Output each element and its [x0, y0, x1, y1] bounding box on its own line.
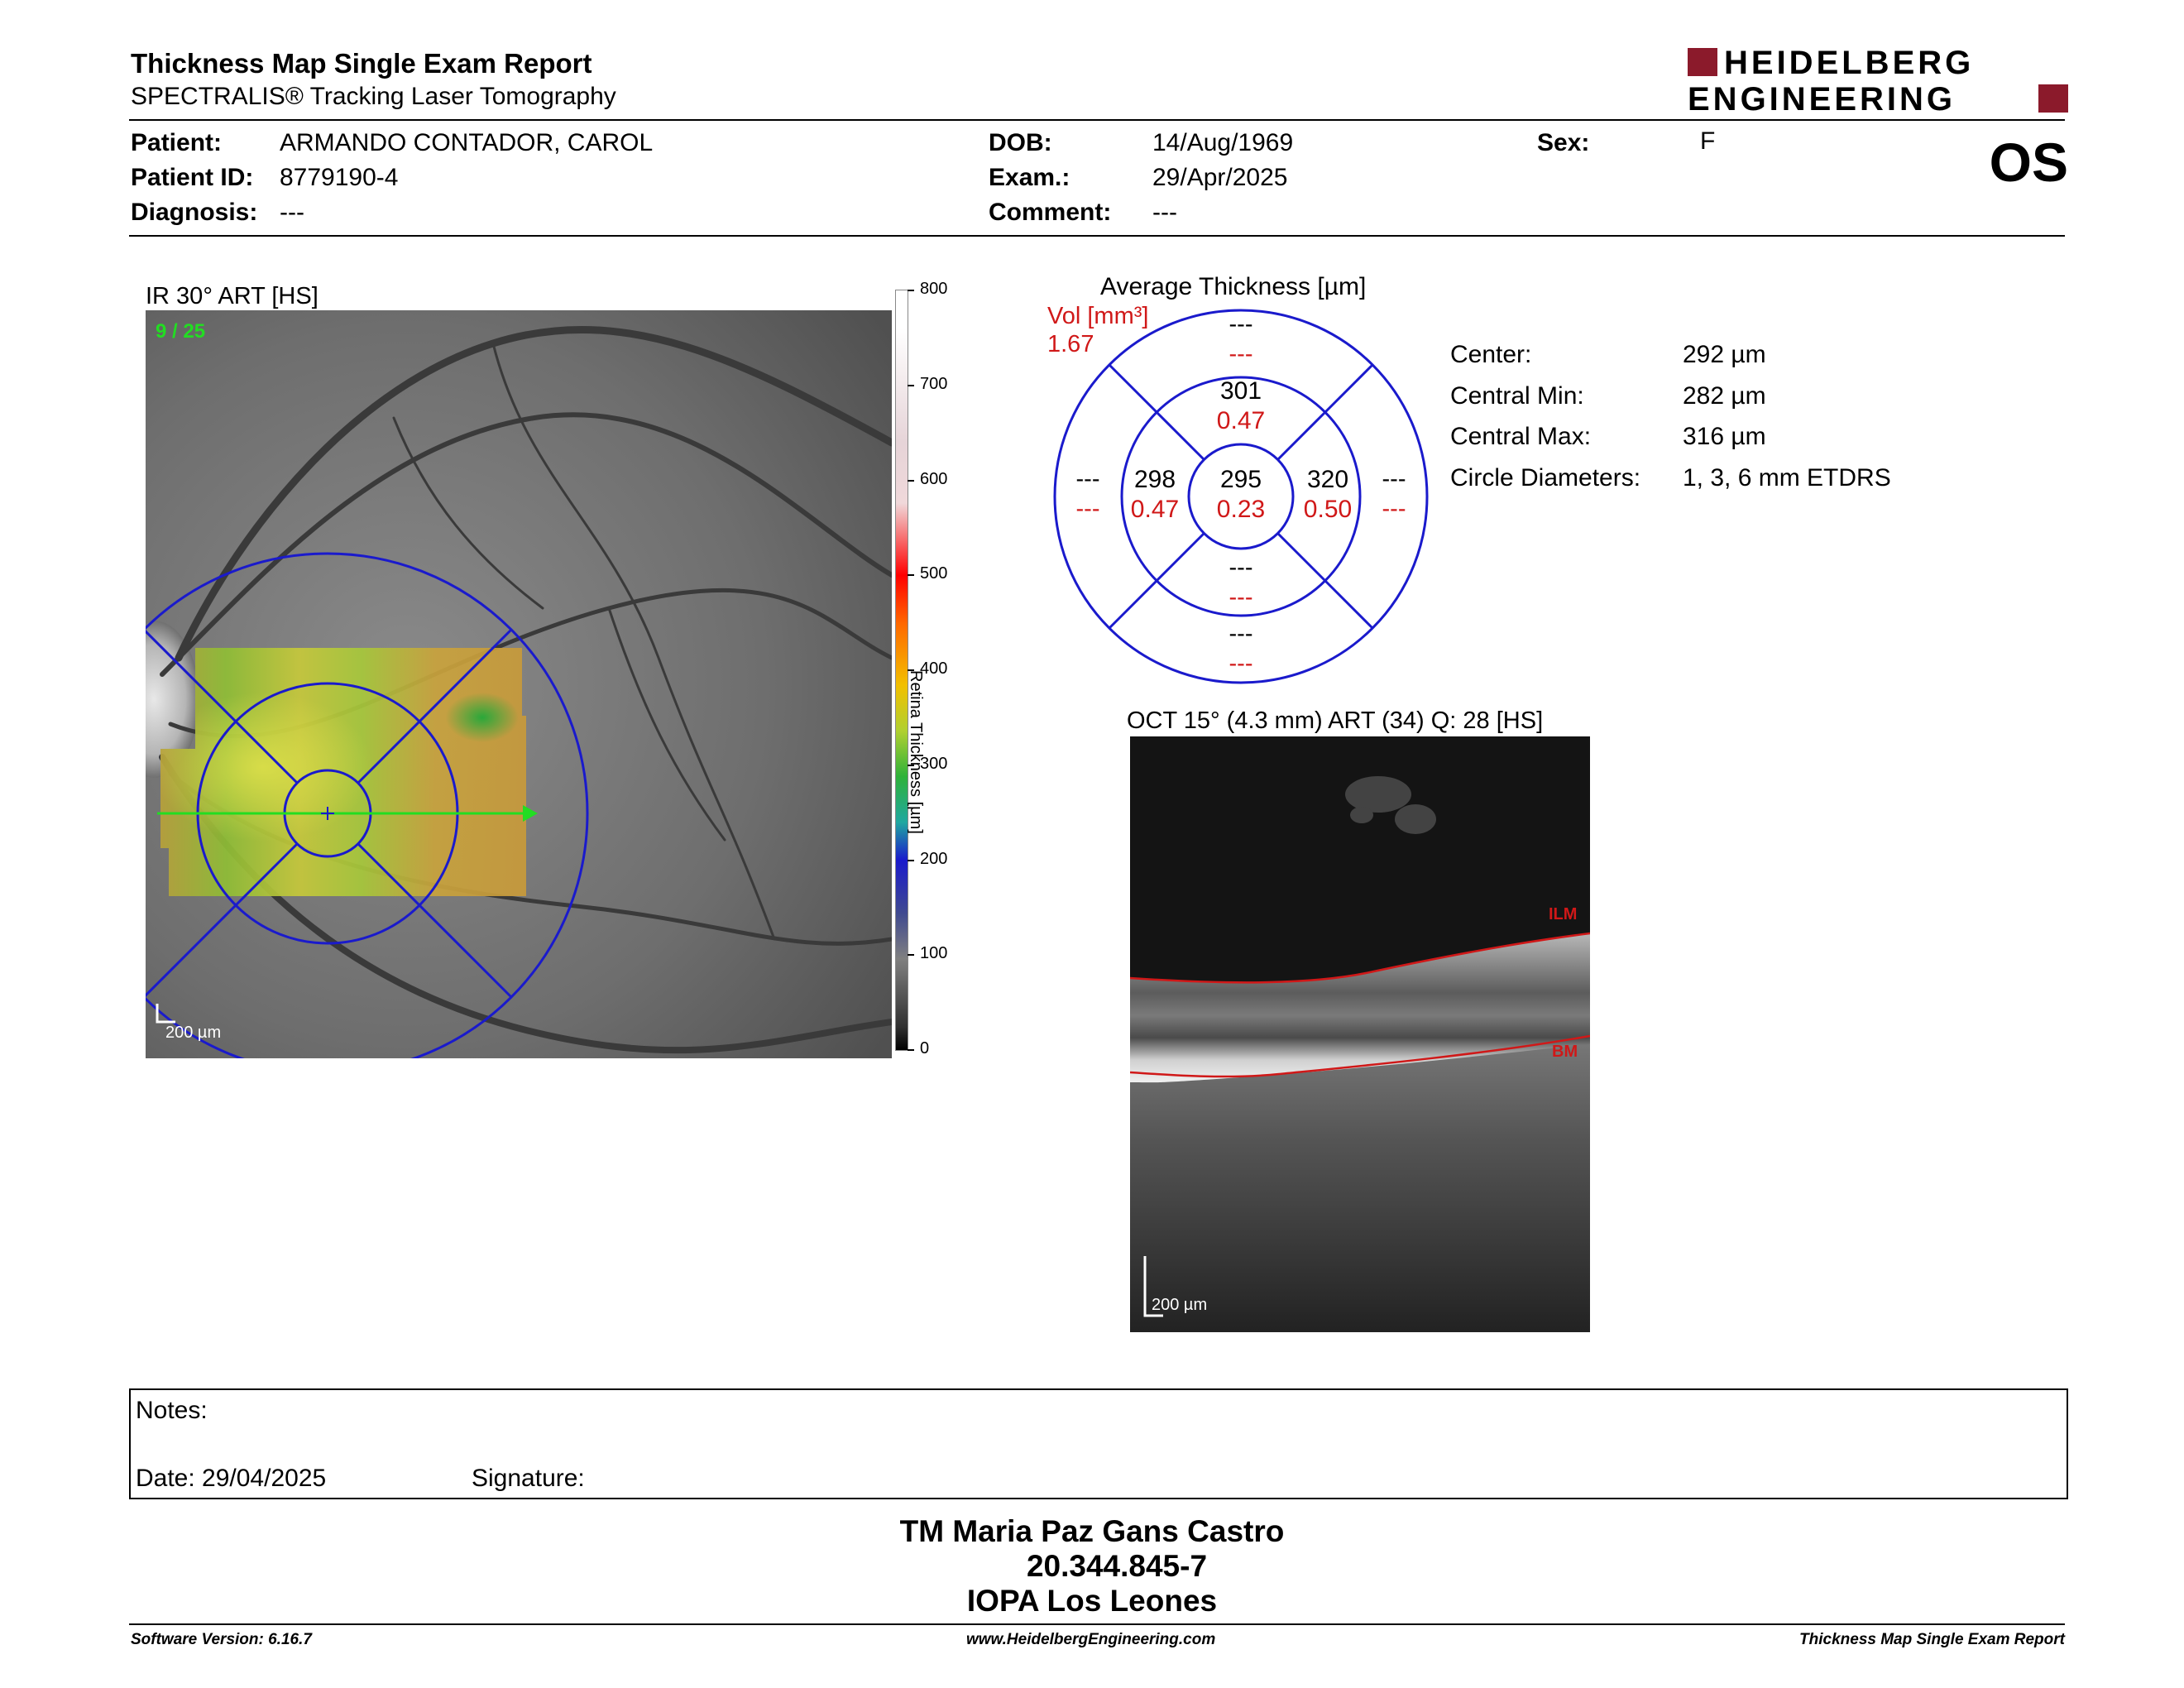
colorbar-tick-label: 500: [920, 564, 948, 583]
comment-label: Comment:: [989, 199, 1112, 226]
notes-label: Notes:: [136, 1397, 208, 1424]
inner-nasal-volume: 0.50: [1303, 496, 1353, 523]
dob-value: 14/Aug/1969: [1152, 129, 1294, 156]
colorbar-tick-label: 600: [920, 469, 948, 488]
center-stat-value: 292 µm: [1683, 341, 1766, 368]
software-version: Software Version: 6.16.7: [131, 1631, 312, 1648]
central-max-value: 316 µm: [1683, 423, 1766, 450]
eye-indicator: OS: [1989, 132, 2068, 193]
central-min-value: 282 µm: [1683, 382, 1766, 410]
center-thickness: 295: [1219, 466, 1262, 493]
inner-superior-thickness: 301: [1219, 377, 1262, 405]
diagnosis-label: Diagnosis:: [131, 199, 258, 226]
signatory-institution: IOPA Los Leones: [966, 1584, 1218, 1618]
patient-value: ARMANDO CONTADOR, CAROL: [280, 129, 654, 156]
colorbar-tick-label: 200: [920, 849, 948, 868]
signatory-name: TM Maria Paz Gans Castro: [899, 1514, 1285, 1548]
colorbar-tick-label: 400: [920, 659, 948, 678]
logo-line2: ENGINEERING: [1688, 81, 1956, 117]
colorbar-tick-mark: [908, 1049, 914, 1051]
volume-total: 1.67: [1047, 331, 1094, 357]
central-min-label: Central Min:: [1450, 382, 1584, 410]
bm-label: BM: [1552, 1043, 1578, 1061]
outer-nasal-thickness: ---: [1382, 466, 1406, 492]
signatory-id: 20.344.845-7: [1026, 1549, 1208, 1583]
footer-report-name: Thickness Map Single Exam Report: [1799, 1631, 2065, 1648]
website-link[interactable]: www.HeidelbergEngineering.com: [966, 1631, 1216, 1648]
colorbar-tick-mark: [908, 574, 914, 576]
outer-nasal-volume: ---: [1382, 496, 1406, 522]
oct-scale-label: 200 µm: [1152, 1296, 1208, 1314]
fundus-scale-label: 200 µm: [165, 1024, 222, 1042]
oct-bscan-image: [1130, 736, 1590, 1332]
center-stat-label: Center:: [1450, 341, 1532, 368]
outer-inferior-volume: ---: [1228, 650, 1253, 677]
inner-inferior-volume: ---: [1228, 584, 1253, 611]
ilm-label: ILM: [1549, 905, 1578, 923]
outer-temporal-thickness: ---: [1075, 466, 1100, 492]
fundus-image: [146, 310, 892, 1058]
outer-inferior-thickness: ---: [1228, 621, 1253, 647]
etdrs-title: Average Thickness [µm]: [1100, 273, 1367, 300]
circle-diameters-value: 1, 3, 6 mm ETDRS: [1683, 464, 1891, 492]
circle-diameters-label: Circle Diameters:: [1450, 464, 1641, 492]
central-max-label: Central Max:: [1450, 423, 1592, 450]
report-subtitle: SPECTRALIS® Tracking Laser Tomography: [131, 83, 616, 110]
notes-box: [129, 1388, 2068, 1499]
comment-value: ---: [1152, 199, 1177, 226]
center-volume: 0.23: [1216, 496, 1266, 523]
inner-superior-volume: 0.47: [1216, 407, 1266, 434]
colorbar-tick-label: 700: [920, 374, 948, 393]
fundus-title: IR 30° ART [HS]: [146, 283, 318, 309]
colorbar-tick-label: 800: [920, 280, 948, 298]
inner-temporal-thickness: 298: [1133, 466, 1176, 493]
oct-svg: [1130, 736, 1590, 1332]
report-title: Thickness Map Single Exam Report: [131, 48, 592, 79]
volume-label-text: Vol [mm³]: [1047, 303, 1149, 329]
inner-nasal-thickness: 320: [1306, 466, 1349, 493]
outer-temporal-volume: ---: [1075, 496, 1100, 522]
patient-divider: [129, 235, 2065, 237]
colorbar-tick-mark: [908, 290, 914, 291]
colorbar-tick-label: 0: [920, 1039, 930, 1057]
footer-divider: [129, 1623, 2065, 1625]
signature-label: Signature:: [472, 1465, 585, 1492]
heidelberg-logo: [1688, 46, 2068, 116]
frame-counter: 9 / 25: [156, 320, 206, 343]
outer-superior-volume: ---: [1228, 341, 1253, 367]
diagnosis-value: ---: [280, 199, 304, 226]
fundus-svg: [146, 310, 892, 1058]
notes-date: Date: 29/04/2025: [136, 1465, 327, 1492]
outer-superior-thickness: ---: [1228, 311, 1253, 338]
oct-title: OCT 15° (4.3 mm) ART (34) Q: 28 [HS]: [1127, 707, 1544, 734]
header-divider: [129, 119, 2065, 121]
patient-id-label: Patient ID:: [131, 164, 254, 191]
colorbar-tick-mark: [908, 385, 914, 386]
exam-label: Exam.:: [989, 164, 1070, 191]
sex-label: Sex:: [1537, 129, 1590, 156]
colorbar-tick-mark: [908, 954, 914, 956]
logo-square-top: [1688, 48, 1717, 76]
colorbar-label: Retina Thickness [µm]: [907, 670, 925, 834]
dob-label: DOB:: [989, 129, 1052, 156]
colorbar-tick-mark: [908, 860, 914, 861]
patient-label: Patient:: [131, 129, 223, 156]
colorbar-tick-label: 100: [920, 944, 948, 963]
inner-temporal-volume: 0.47: [1130, 496, 1180, 523]
logo-line1: HEIDELBERG: [1724, 45, 1975, 81]
sex-value: F: [1700, 127, 1716, 155]
exam-value: 29/Apr/2025: [1152, 164, 1288, 191]
logo-square-bottom: [2038, 84, 2068, 113]
colorbar-tick-mark: [908, 480, 914, 482]
inner-inferior-thickness: ---: [1228, 554, 1253, 581]
colorbar-tick-label: 300: [920, 754, 948, 773]
patient-id-value: 8779190-4: [280, 164, 399, 191]
